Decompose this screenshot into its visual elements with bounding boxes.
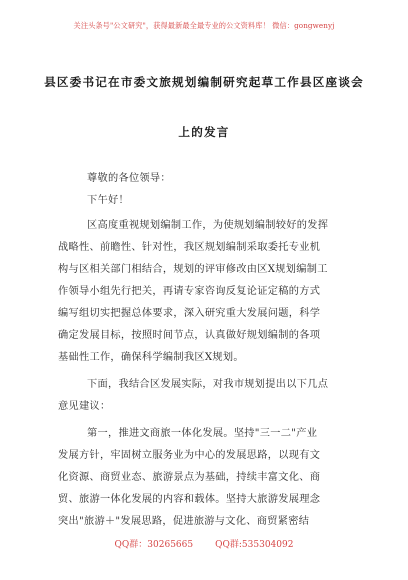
paragraph-line: 下面，我结合区发展实际，对我市规划提出以下几点 (87, 379, 329, 390)
footer-qq-group-2: QQ群:535304092 (215, 540, 294, 550)
footer-qq-group-1: QQ群：30265665 (114, 540, 194, 550)
paragraph-line: 意见建议： (58, 401, 111, 412)
paragraph-line: 第一，推进文商旅一体化发展。坚持"三一二"产业 (87, 428, 318, 439)
paragraph-line: 构与区相关部门相结合，规划的评审修改由区X规划编制工 (58, 264, 328, 275)
paragraph-line: 战略性、前瞻性、针对性，我区规划编制采取委托专业机 (58, 242, 321, 253)
salutation: 尊敬的各位领导： (87, 173, 171, 184)
paragraph-line: 基础性工作，确保科学编制我区X规划。 (58, 352, 244, 363)
document-title-line1: 县区委书记在市委文旅规划编制研究起草工作县区座谈会 (44, 75, 364, 89)
paragraph-line: 作领导小组先行把关，再请专家咨询反复论证定稿的方式 (58, 286, 321, 297)
greeting: 下午好！ (87, 195, 129, 206)
header-banner: 关注头条号"公文研究"，获得最新最全最专业的公文资料库！ 微信：gongwenyj (73, 21, 335, 30)
paragraph-line: 区高度重视规划编制工作，为使规划编制较好的发挥 (87, 220, 329, 231)
paragraph-line: 贸、旅游一体化发展的内容和载体。坚持大旅游发展理念 (58, 494, 321, 505)
paragraph-line: 发展方针，牢固树立服务业为中心的发展思路，以现有文 (58, 450, 321, 461)
document-title-line2: 上的发言 (178, 125, 230, 139)
footer-contact (0, 537, 408, 550)
paragraph-line: 确定发展目标，按照时间节点，认真做好规划编制的各项 (58, 330, 321, 341)
paragraph-line: 化资源、商贸业态、旅游景点为基础，持续丰富文化、商 (58, 472, 321, 483)
paragraph-line: 突出"旅游＋"发展思路，促进旅游与文化、商贸紧密结 (58, 516, 310, 527)
paragraph-line: 编写组切实把握总体要求，深入研究重大发展问题，科学 (58, 308, 321, 319)
